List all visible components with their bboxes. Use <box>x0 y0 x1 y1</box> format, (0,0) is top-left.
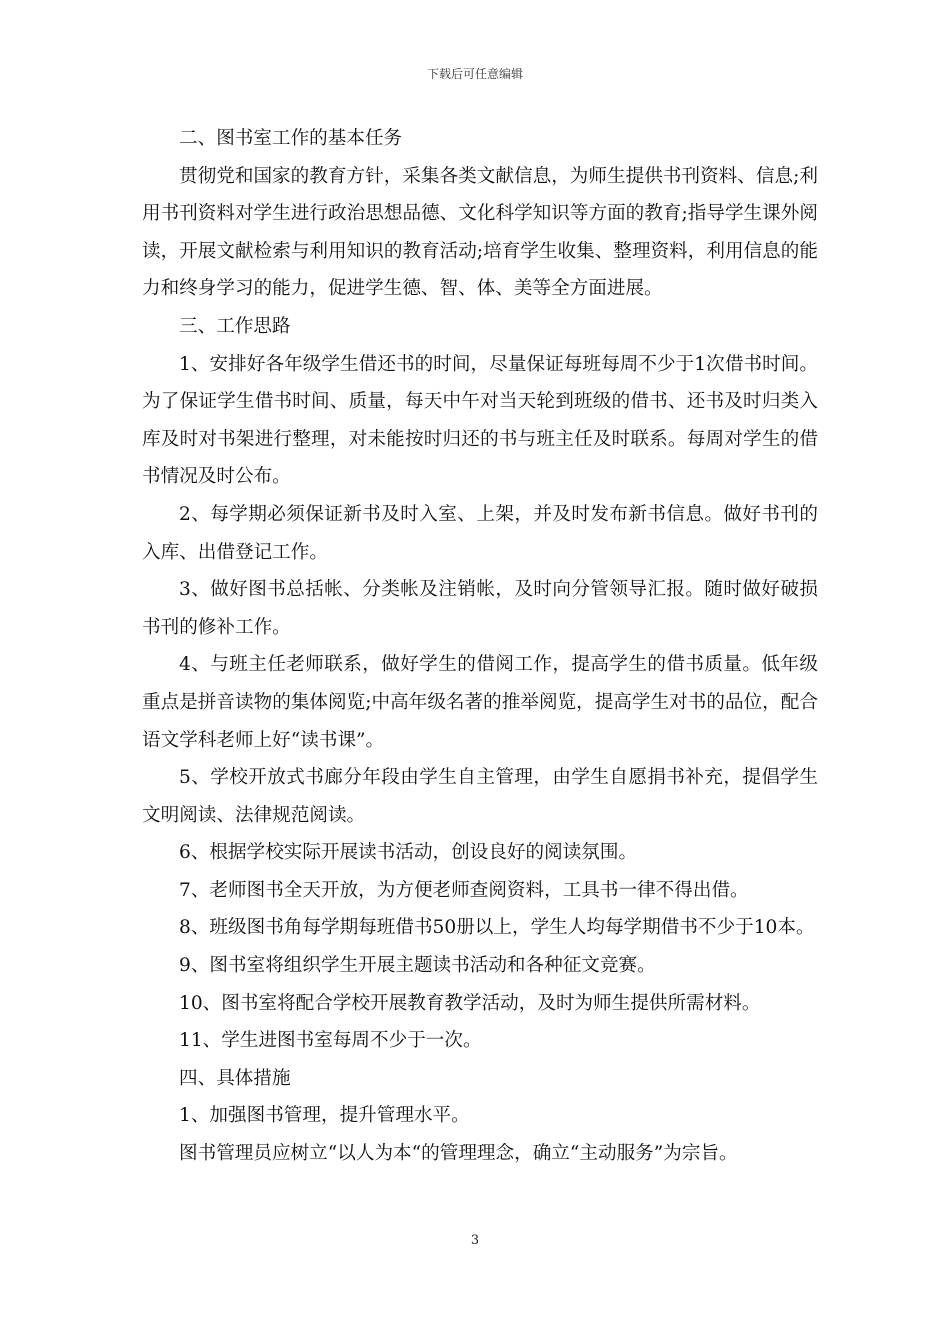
paragraph-management-philosophy: 图书管理员应树立“以人为本“的管理理念，确立“主动服务”为宗旨。 <box>179 1143 738 1165</box>
list-item-7: 7、老师图书全天开放，为方便老师查阅资料，工具书一律不得出借。 <box>179 879 749 901</box>
list-item-5: 5、学校开放式书廊分年段由学生自主管理，由学生自愿捐书补充，提倡学生文明阅读、法律规范阅读。 <box>142 767 818 826</box>
measure-item-1: 1、加强图书管理，提升管理水平。 <box>179 1105 470 1127</box>
list-item-8: 8、班级图书角每学期每班借书50册以上，学生人均每学期借书不少于10本。 <box>179 917 815 939</box>
document-body <box>142 120 818 1173</box>
page-number: 3 <box>470 1233 480 1248</box>
section-heading-work-ideas: 三、工作思路 <box>179 315 291 337</box>
list-item-9: 9、图书室将组织学生开展主题读书活动和各种征文竞赛。 <box>179 955 656 977</box>
list-item-1: 1、安排好各年级学生借还书的时间，尽量保证每班每周不少于1次借书时间。为了保证学生借书时间、质量，每天中午对当天轮到班级的借书、还书及时归类入库及时对书架进行整理，对未能按时归还的书与班主任及时联系。每周对学生的借书情况及时公布。 <box>142 353 818 488</box>
section-heading-basic-tasks: 二、图书室工作的基本任务 <box>179 128 403 149</box>
list-item-2: 2、每学期必须保证新书及时入室、上架，并及时发布新书信息。做好书刊的入库、出借登记工作。 <box>142 503 818 563</box>
paragraph-basic-tasks: 贯彻党和国家的教育方针，采集各类文献信息，为师生提供书刊资料、信息;利用书刊资料对学生进行政治思想品德、文化科学知识等方面的教育;指导学生课外阅读，开展文献检索与利用知识的教育活动;培育学生收集、整理资料，利用信息的能力和终身学习的能力，促进学生德、智、体、美等全方面进展。 <box>142 165 818 300</box>
list-item-6: 6、根据学校实际开展读书活动，创设良好的阅读氛围。 <box>179 842 638 864</box>
list-item-4: 4、与班主任老师联系，做好学生的借阅工作，提高学生的借书质量。低年级重点是拼音读物的集体阅览;中高年级名著的推举阅览，提高学生对书的品位，配合语文学科老师上好“读书课”。 <box>142 654 818 751</box>
list-item-3: 3、做好图书总括帐、分类帐及注销帐，及时向分管领导汇报。随时做好破损书刊的修补工作。 <box>142 579 818 638</box>
section-heading-measures: 四、具体措施 <box>179 1067 291 1089</box>
page-header: 下载后可任意编辑 <box>426 67 523 81</box>
list-item-11: 11、学生进图书室每周不少于一次。 <box>179 1030 482 1052</box>
list-item-10: 10、图书室将配合学校开展教育教学活动，及时为师生提供所需材料。 <box>179 992 761 1014</box>
